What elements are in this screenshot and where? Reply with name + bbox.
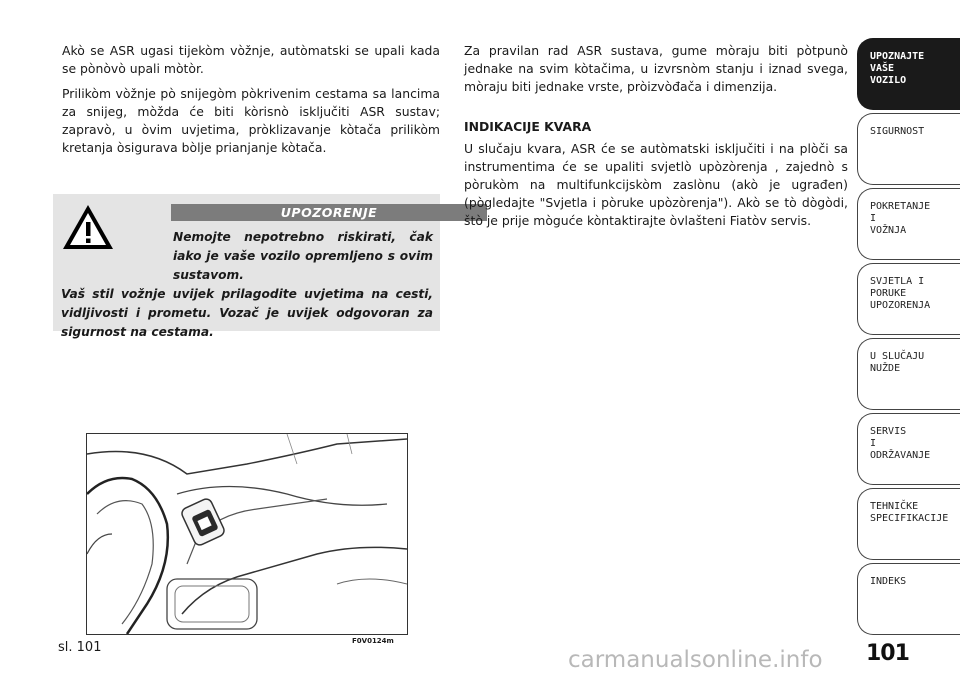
- right-paragraph-1: Za pravilan rad ASR sustava, gume mòraju biti pòtpunò jednake na svim kòtačima, u izvrsnòm stanju i iznad svega, mòraju biti jednake vrste, pròizvòđača i dimenzija.: [464, 43, 848, 94]
- tab-pokretanje[interactable]: [857, 188, 960, 260]
- tab-label: TEHNIČKE SPECIFIKACIJE: [870, 501, 949, 524]
- tab-u-slu-aju[interactable]: [857, 338, 960, 410]
- tab-indeks[interactable]: [857, 563, 960, 635]
- warning-header: UPOZORENJE: [171, 204, 487, 221]
- left-paragraph-1: Akò se ASR ugasi tijekòm vòžnje, autòmatski se upali kada se pònòvò upali mòtòr.: [62, 43, 440, 76]
- tab-label: SIGURNOST: [870, 126, 925, 137]
- right-text-column: [464, 42, 848, 237]
- warning-text-first: Nemojte nepotrebno riskirati, čak iako je vaše vozilo opremljeno s ovim sustavom.: [173, 230, 433, 282]
- watermark: carmanualsonline.info: [568, 647, 823, 673]
- figure-illustration: [86, 433, 408, 635]
- tab-svjetla-i[interactable]: [857, 263, 960, 335]
- tab-sigurnost[interactable]: [857, 113, 960, 185]
- left-paragraph-2: Prilikòm vòžnje pò snijegòm pòkrivenim cestama sa lancima za snijeg, mòžda će biti kòrisnò isključiti ASR sustav; zapravò, u òvim uvjetima, pròklizavanje kòtača prilikòm kretanja òsigurava bòlje prianjanje kòtača.: [62, 86, 440, 155]
- section-heading: INDIKACIJE KVARA: [464, 119, 592, 134]
- warning-text: [61, 228, 433, 342]
- tab-label: SERVIS I ODRŽAVANJE: [870, 426, 931, 461]
- warning-box: [53, 194, 440, 339]
- tab-servis[interactable]: [857, 413, 960, 485]
- figure-code: F0V0124m: [352, 637, 394, 645]
- right-paragraph-2: U slučaju kvara, ASR će se autòmatski isključiti i na plòči sa instrumentima će se upaliti svjetlò upòzòrenja , zajednò s pòrukòm na multifunkcijskòm zaslònu (akò je ugrađen) (pògledajte "Svjetla i pòruke upòzòrenja"). Akò se tò dògòdi, štò je prije mòguće kòntaktirajte òvlašteni Fiatòv servis.: [464, 141, 848, 228]
- tab-label: SVJETLA I PORUKE UPOZORENJA: [870, 276, 931, 311]
- tab-label: U SLUČAJU NUŽDE: [870, 351, 925, 374]
- page-number: 101: [866, 641, 909, 666]
- tab-label: UPOZNAJTE VAŠE VOZILO: [870, 51, 925, 86]
- chapter-tabs: [857, 38, 960, 638]
- tab-label: INDEKS: [870, 576, 907, 587]
- figure-caption: sl. 101: [58, 640, 102, 655]
- left-text-column: [62, 42, 440, 164]
- tab-upoznajte[interactable]: [857, 38, 960, 110]
- asr-button-illustration: [87, 434, 407, 634]
- warning-text-rest: Vaš stil vožnje uvijek prilagodite uvjetima na cesti, vidljivosti i prometu. Vozač je uvijek odgovoran za sigurnost na cestama.: [61, 287, 433, 339]
- tab-label: POKRETANJE I VOŽNJA: [870, 201, 931, 236]
- tab-tehni-ke[interactable]: [857, 488, 960, 560]
